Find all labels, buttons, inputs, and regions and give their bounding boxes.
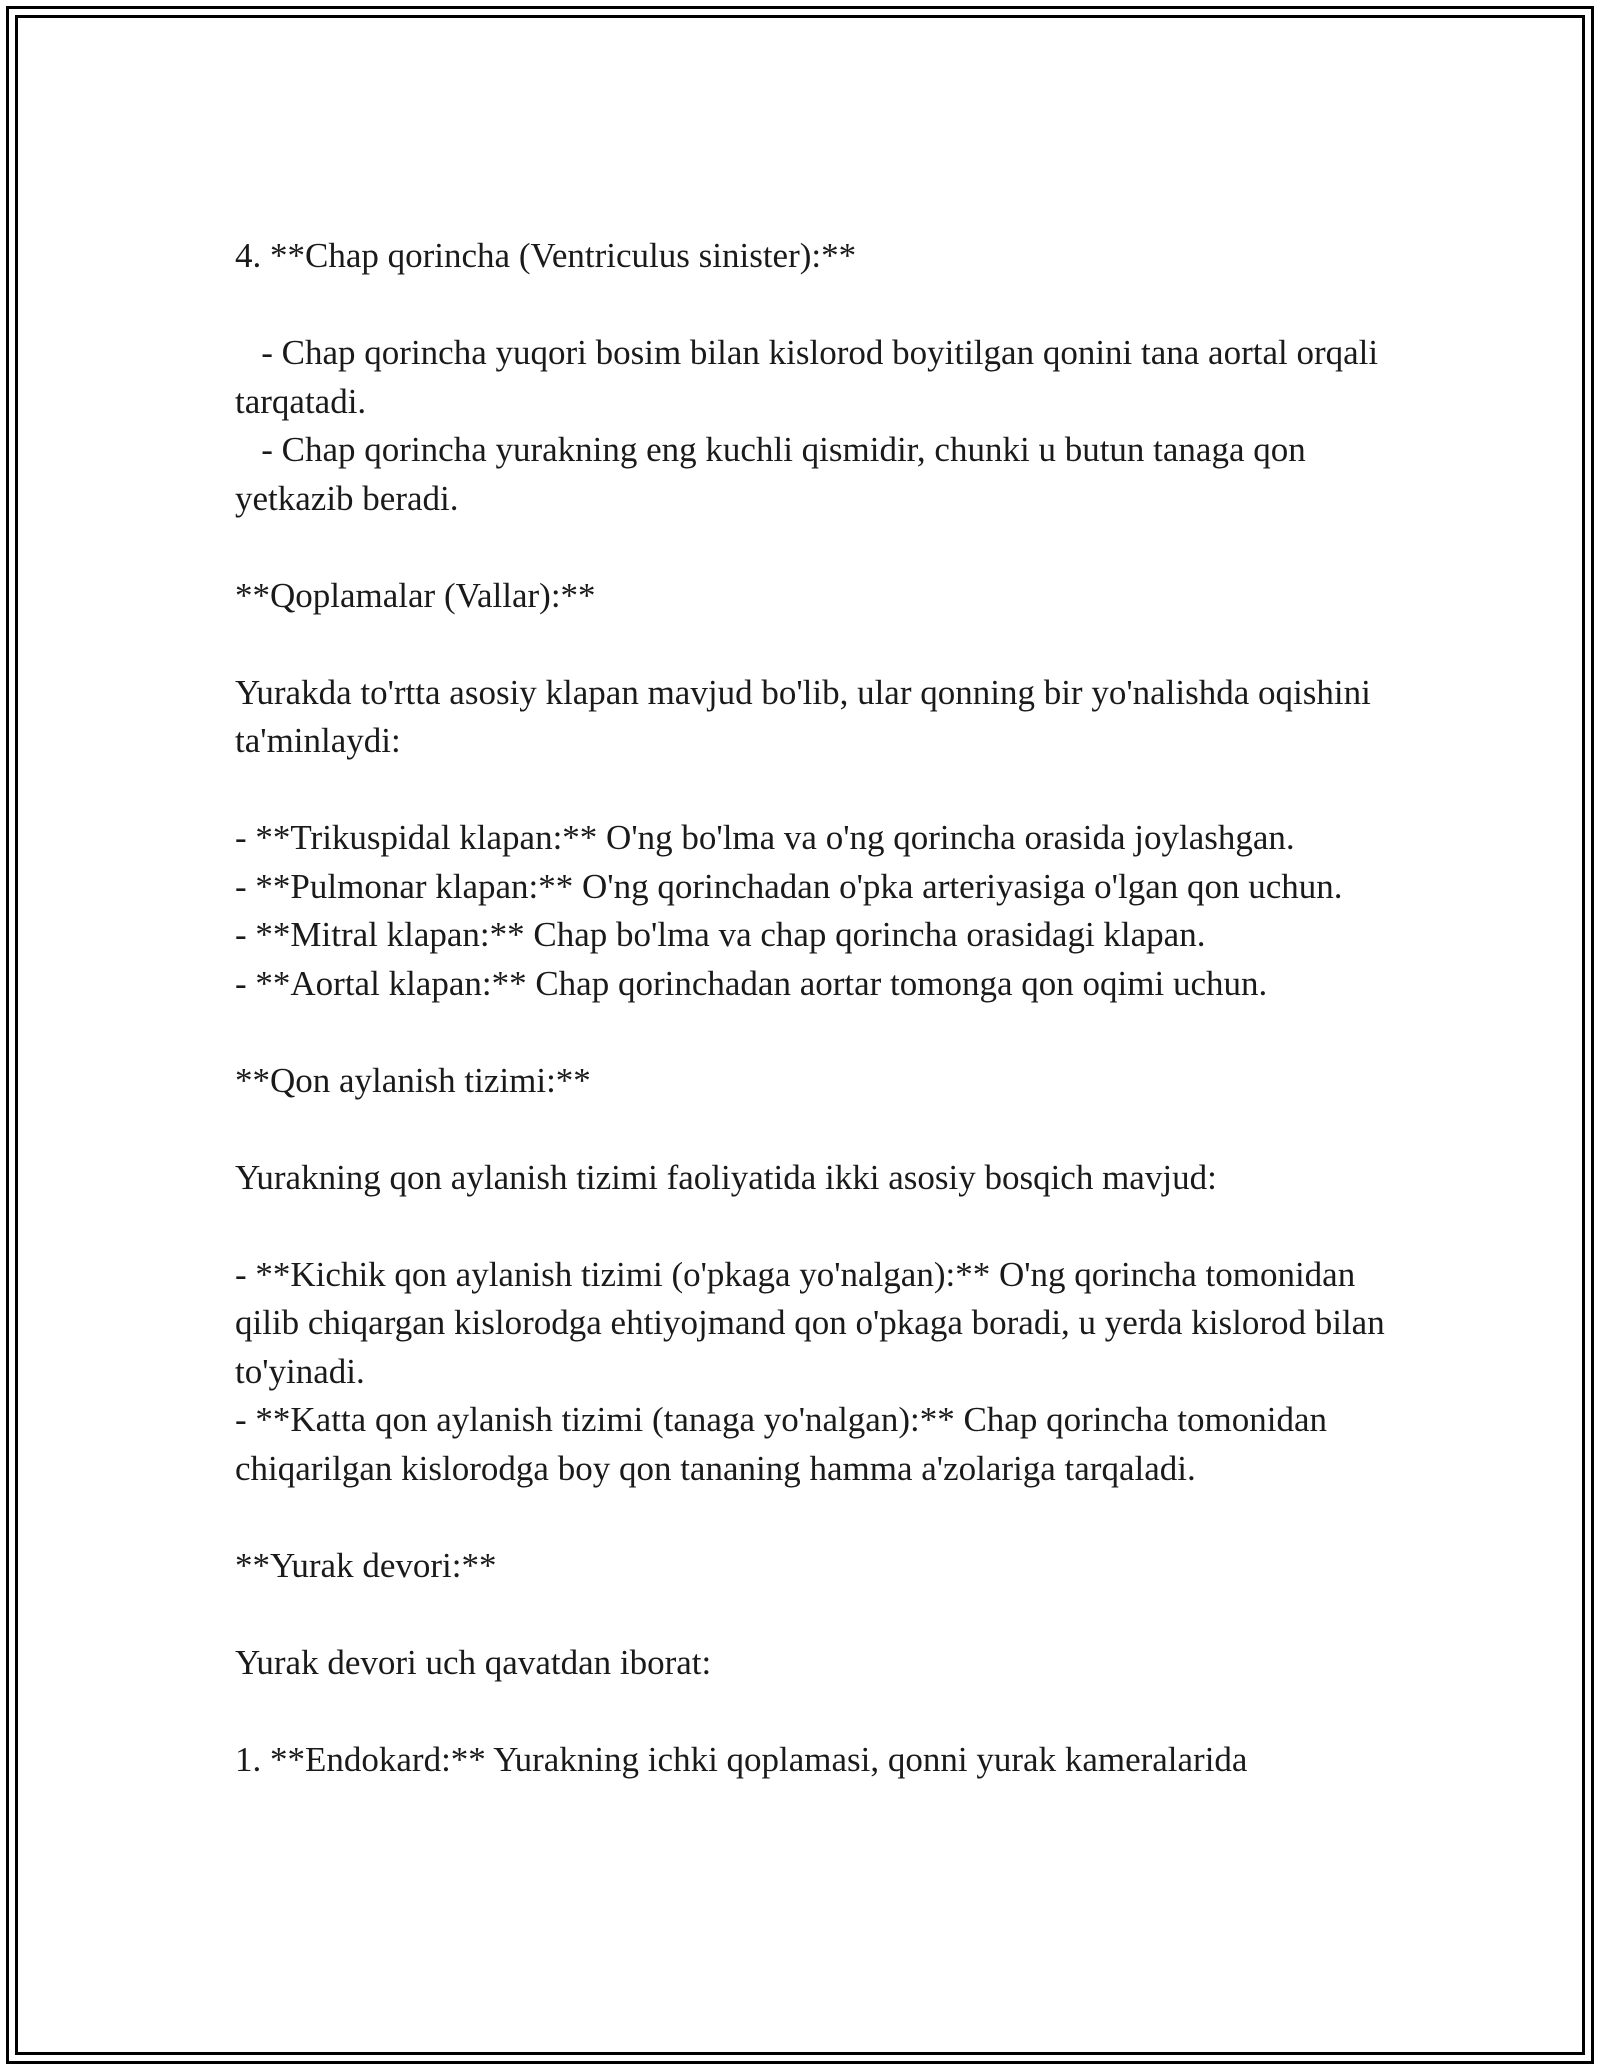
- sub-item: - Chap qorincha yuqori bosim bilan kislorod boyitilgan qonini tana aortal orqali tarqatadi.: [235, 333, 1387, 421]
- blank-line: [235, 281, 1385, 330]
- blank-line: [235, 620, 1385, 669]
- blank-line: [235, 523, 1385, 572]
- list-item: 1. **Endokard:** Yurakning ichki qoplamasi, qonni yurak kameralarida: [235, 1739, 1248, 1779]
- list-heading-chap-qorincha: 4. **Chap qorincha (Ventriculus sinister):**: [235, 236, 857, 275]
- blank-line: [235, 1008, 1385, 1057]
- section-heading-qoplamalar: **Qoplamalar (Vallar):**: [235, 575, 596, 615]
- paragraph: Yurak devori uch qavatdan iborat:: [235, 1642, 712, 1682]
- section-heading-qon-aylanish: **Qon aylanish tizimi:**: [235, 1060, 591, 1100]
- blank-line: [235, 1105, 1385, 1154]
- blank-line: [235, 1687, 1385, 1736]
- blank-line: [235, 1493, 1385, 1542]
- list-item: - **Aortal klapan:** Chap qorinchadan aortar tomonga qon oqimi uchun.: [235, 963, 1268, 1003]
- list-item: - **Kichik qon aylanish tizimi (o'pkaga yo'nalgan):** O'ng qorincha tomonidan qilib chiqargan kislorodga ehtiyojmand qon o'pkaga boradi, u yerda kislorod bilan to'yinadi.: [235, 1254, 1394, 1391]
- list-item: - **Trikuspidal klapan:** O'ng bo'lma va o'ng qorincha orasida joylashgan.: [235, 818, 1295, 857]
- sub-item: - Chap qorincha yurakning eng kuchli qismidir, chunki u butun tanaga qon yetkazib beradi.: [235, 430, 1315, 518]
- blank-line: [235, 1202, 1385, 1251]
- paragraph: Yurakning qon aylanish tizimi faoliyatida ikki asosiy bosqich mavjud:: [235, 1157, 1217, 1197]
- list-item: - **Mitral klapan:** Chap bo'lma va chap qorincha orasidagi klapan.: [235, 915, 1206, 954]
- document-body: [235, 232, 1394, 1784]
- blank-line: [235, 1590, 1385, 1639]
- blank-line: [235, 766, 1385, 815]
- paragraph: Yurakda to'rtta asosiy klapan mavjud bo'lib, ular qonning bir yo'nalishda oqishini ta'minlaydi:: [235, 672, 1380, 760]
- section-heading-yurak-devori: **Yurak devori:**: [235, 1545, 497, 1585]
- list-item: - **Katta qon aylanish tizimi (tanaga yo'nalgan):** Chap qorincha tomonidan chiqarilgan kislorodga boy qon tananing hamma a'zolariga tarqaladi.: [235, 1400, 1336, 1488]
- list-item: - **Pulmonar klapan:** O'ng qorinchadan o'pka arteriyasiga o'lgan qon uchun.: [235, 866, 1343, 906]
